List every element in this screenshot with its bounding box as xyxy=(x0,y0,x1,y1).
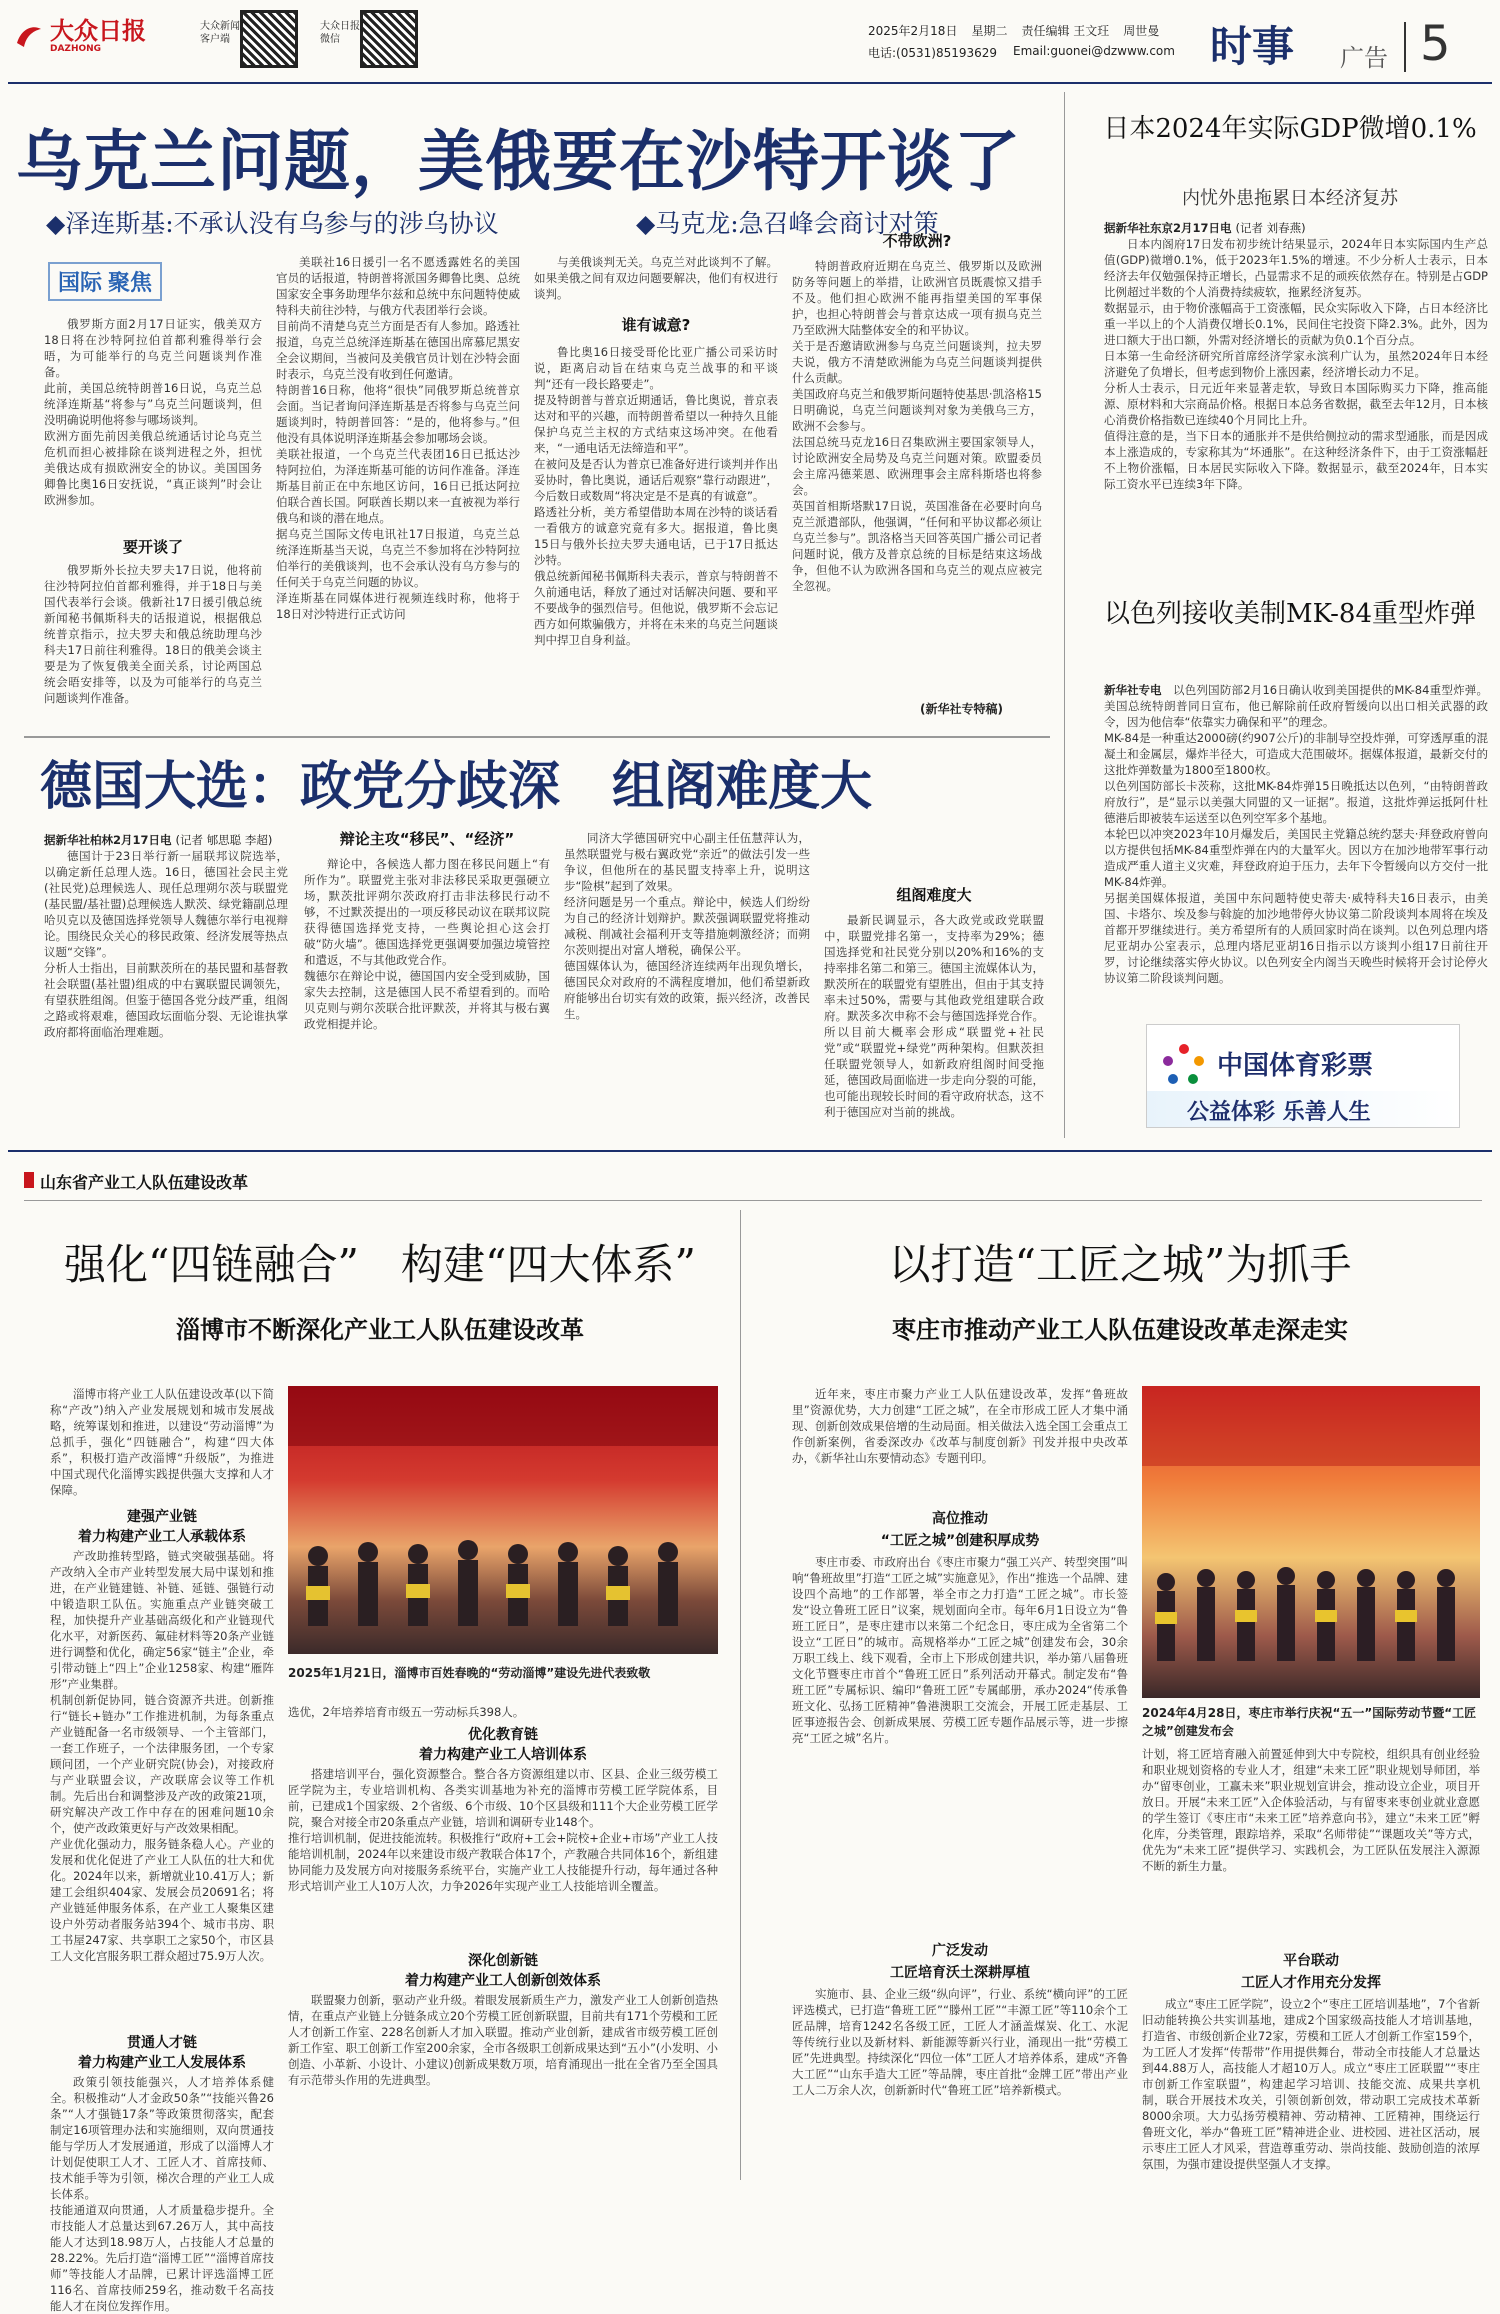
lead-credit: (新华社专特稿) xyxy=(920,702,1003,716)
section-label-rule xyxy=(24,1200,1482,1201)
lead-subhead-1: ◆泽连斯基:不承认没有乌参与的涉乌协议 xyxy=(46,209,499,238)
zibo-h4a: 深化创新链 xyxy=(468,1953,538,1969)
phone: 电话:(0531)85193629 xyxy=(868,46,998,60)
email: Email:guonei@dzwww.com xyxy=(1013,44,1175,58)
germany-col1: 德国计于23日举行新一届联邦议院选举，以确定新任总理人选。16日，德国社会民主党(社民党)总理候选人、现任总理朔尔茨与联盟党(基民盟/基社盟)总理候选人默茨、绿党籍副总理哈贝克以及德国选择党领导人魏德尔举行电视辩论。围绕民众关心的移民政策、经济发展等热点议题“交锋”。 分析人士指出，目前默茨所在的基民盟和基督教社会联盟(基社盟)组成的中右翼联盟民调领先，有望获胜组阁。但鉴于德国各党分歧严重，组阁之路或将艰难，德国政坛面临分裂、无论谁执掌政府都将面临治理难题。 xyxy=(44,849,288,1039)
zibo-h2a: 贯通人才链 xyxy=(127,2035,197,2051)
japan-headline: 日本2024年实际GDP微增0.1% xyxy=(1103,114,1477,144)
section-subtitle: 广告 xyxy=(1340,44,1388,72)
zaozhuang-h1a: 高位推动 xyxy=(932,1511,988,1527)
israel-dateline: 新华社专电 xyxy=(1104,683,1162,697)
masthead-rule xyxy=(8,82,1492,84)
lead-col1b: 俄罗斯外长拉夫罗夫17日说，他将前往沙特阿拉伯首都利雅得，并于18日与美国代表举行会谈。俄新社17日援引俄总统新闻秘书佩斯科夫的话报道说，根据俄总统普京指示，拉夫罗夫和俄总统助理乌沙科夫17日前往利雅得。18日的俄美会谈主要是为了恢复俄美全面关系，讨论两国总统会晤安排等，以及为可能举行的乌克兰问题谈判作准备。 xyxy=(44,563,262,705)
zibo-h4b: 着力构建产业工人创新创效体系 xyxy=(405,1973,601,1989)
issue-weekday: 星期二 xyxy=(971,24,1008,38)
zaozhuang-headline: 以打造“工匠之城”为抓手 xyxy=(888,1240,1352,1289)
lead-col2: 美联社16日援引一名不愿透露姓名的美国官员的话报道，特朗普将派国务卿鲁比奥、总统国家安全事务助理华尔兹和总统中东问题特使威特科夫前往沙特，与俄方代表团举行会谈。 目前尚不清楚乌克兰方面是否有人参加。路透社报道，乌克兰总统泽连斯基在德国出席慕尼黑安全会议期间，当被问及美俄官员计划在沙特会面时表示，乌克兰没有收到任何邀请。 特朗普16日称，他将“很快”同俄罗斯总统普京会面。当记者询问泽连斯基是否将参与乌克兰问题谈判时，特朗普回答：“是的，他将参与。”但他没有具体说明泽连斯基会参加哪场会谈。 美联社报道，一个乌克兰代表团16日已抵达沙特阿拉伯，为泽连斯基可能的访问作准备。泽连斯基目前正在中东地区访问，16日已抵达阿拉伯联合酋长国。阿联酋长期以来一直被视为举行俄乌和谈的潜在地点。 据乌克兰国际文传电讯社17日报道，乌克兰总统泽连斯基当天说，乌克兰不参加将在沙特阿拉伯举行的美俄谈判，也不会承认没有乌方参与的任何关于乌克兰问题的协议。 泽连斯基在同媒体进行视频连线时称，他将于18日对沙特进行正式访问 xyxy=(276,255,520,621)
germany-top-rule xyxy=(24,736,1050,738)
section-title: 时事 xyxy=(1210,22,1295,71)
lottery-logo-icon xyxy=(1161,1041,1207,1087)
lead-headline: 乌克兰问题，美俄要在沙特开谈了 xyxy=(16,122,1021,200)
zibo-h1a: 建强产业链 xyxy=(127,1509,197,1525)
germany-dateline-text: 据新华社柏林2月17日电 xyxy=(44,833,172,847)
section-label-marker xyxy=(24,1172,34,1188)
zibo-h2b: 着力构建产业工人发展体系 xyxy=(78,2055,246,2071)
germany-byline: (记者 郇思聪 李超) xyxy=(175,833,273,847)
column-tag-1: 国际 xyxy=(58,271,103,296)
japan-byline: (记者 刘春燕) xyxy=(1235,221,1306,235)
section-label: 山东省产业工人队伍建设改革 xyxy=(40,1173,249,1192)
germany-col4: 最新民调显示，各大政党或政党联盟中，联盟党排名第一，支持率为29%；德国选择党和社民党分别以20%和16%的支持率排名第二和第三。德国主流媒体认为，默茨所在的联盟党有望胜出，但由于其支持率未过50%，需要与其他政党组建联合政府。默茨多次申称不会与德国选择党合作。所以目前大概率会形成“联盟党+社民党”或“联盟党+绿党”两种架构。但默茨担任联盟党领导人，如新政府组阁时间受拖延，德国政局面临进一步走向分裂的可能，也可能出现较长时间的看守政府状态，这不利于德国应对当前的挑战。 xyxy=(824,913,1044,1119)
lead-col1-subhead: 要开谈了 xyxy=(122,538,183,556)
qr2-label: 大众日报微信 xyxy=(320,21,360,45)
japan-body: 日本内阁府17日发布初步统计结果显示，2024年日本实际国内生产总值(GDP)微增0.1%，低于2023年1.5%的增速。不少分析人士表示，日本经济去年仅勉强保持正增长，凸显需求不足的顽疾依然存在。特别是占GDP比例超过半数的个人消费持续疲软，拖累经济复苏。 数据显示，由于物价涨幅高于工资涨幅，民众实际收入下降，占日本经济比重一半以上的个人消费仅增长0.1%，民间住宅投资下降2.3%。此外，因为进口额大于出口额，外需对经济增长的贡献为负0.1个百分点。 日本第一生命经济研究所首席经济学家永滨利广认为，虽然2024年日本经济避免了负增长，但考虑到物价上涨因素，经济增长动力不足。 分析人士表示，日元近年来显著走软，导致日本国际购买力下降，推高能源、原材料和大宗商品价格。根据日本总务省数据，截至去年12月，日本核心消费价格指数已连续40个月同比上升。 值得注意的是，当下日本的通胀并不是供给侧拉动的需求型通胀，而是因成本上涨造成的，专家称其为“坏通胀”。在这种经济条件下，由于工资涨幅赶不上物价涨幅，日本居民实际收入下降。数据显示，截至2024年，日本实际工资水平已连续3年下降。 xyxy=(1104,237,1488,491)
zibo-photo xyxy=(288,1386,718,1654)
zaozhuang-photo-caption: 2024年4月28日，枣庄市举行庆祝“五一”国际劳动节暨“工匠之城”创建发布会 xyxy=(1142,1706,1477,1738)
zaozhuang-p2: 实施市、县、企业三级“纵向评”，行业、系统“横向评”的工匠评选模式，已打造“鲁班工匠”“滕州工匠”“丰源工匠”等110余个工匠品牌，培育1242名各级工匠，工匠人才涵盖煤炭、化工、水泥等传统行业以及新材料、新能源等新兴行业，涌现出一批“劳模工匠”先进典型。持续深化“四位一体”工匠人才培养体系，建成“齐鲁大工匠”“山东手造大工匠”等品牌，枣庄首批“金牌工匠”带出产业工人二万余人次，创新新时代“鲁班工匠”培养新模式。 xyxy=(792,1987,1128,2097)
lottery-org: 中国体育彩票 xyxy=(1217,1051,1374,1081)
column-tag-2: 聚焦 xyxy=(108,271,153,296)
zibo-headline: 强化“四链融合” 构建“四大体系” xyxy=(64,1240,696,1289)
masthead-logo xyxy=(14,18,146,54)
israel-body: 以色列国防部2月16日确认收到美国提供的MK-84重型炸弹。美国总统特朗普同日宣布，他已解除前任政府暂缓向以出口相关武器的政令，因为他信奉“依靠实力确保和平”的理念。 MK-84是一种重达2000磅(约907公斤)的非制导空投炸弹，可穿透厚重的混凝土和金属层，爆炸半径大，可造成大范围破坏。据媒体报道，最新交付的这批炸弹数量为1800至1800枚。 以色列国防部长卡茨称，这批MK-84炸弹15日晚抵达以色列，“由特朗普政府放行”，是“显示以美强大同盟的又一证据”。报道，这批炸弹运抵阿什杜德港后即被装车运送至以色列空军多个基地。 本轮巴以冲突2023年10月爆发后，美国民主党籍总统约瑟夫·拜登政府曾向以方提供包括MK-84重型炸弹在内的大量军火。因以方在加沙地带军事行动造成严重人道主义灾难，拜登政府迫于压力，去年下令暂缓向以方交付一批MK-84炸弹。 另据美国媒体报道，美国中东问题特使史蒂夫·威特科夫16日表示，由美国、卡塔尔、埃及参与斡旋的加沙地带停火协议第二阶段谈判本周将在埃及首都开罗继续进行。美方希望所有的人质回家时尚在谈判。以色列总理内塔尼亚胡办公室表示，总理内塔尼亚胡16日指示以方谈判小组17日前往开罗，讨论继续落实停火协议。以色列安全内阁当天晚些时候将开会讨论停火协议第二阶段谈判问题。 xyxy=(1104,683,1488,985)
masthead-info-row2 xyxy=(868,44,1175,61)
zibo-p4: 联盟聚力创新，驱动产业升级。着眼发展新质生产力，激发产业工人创新创造热情，在重点产业链上分链条成立20个劳模工匠创新联盟，目前共有171个劳模和工匠人才创新工作室、228名创新人才加入联盟。推动产业创新，建成省市级劳模工匠创新工作室、职工创新工作室200余家，全市各级职工创新成果达到“五小”(小发明、小创造、小革新、小设计、小建议)创新成果数万项，培育涌现出一批在全省乃至全国具有示范带头作用的先进典型。 xyxy=(288,1993,718,2087)
paper-pinyin: DAZHONG xyxy=(50,44,102,54)
lottery-ad[interactable] xyxy=(1146,1024,1460,1128)
lead-col3a: 与美俄谈判无关。乌克兰对此谈判不了解。如果美俄之间有双边问题要解决，他们有权进行谈判。 xyxy=(534,255,778,301)
lead-col4: 特朗普政府近期在乌克兰、俄罗斯以及欧洲防务等问题上的举措，让欧洲官员既震惊又措手不及。他们担心欧洲不能再指望美国的军事保护，也担心特朗普会与普京达成一项有损乌克兰乃至欧洲大陆整体安全的和平协议。 关于是否邀请欧洲参与乌克兰问题谈判，拉夫罗夫说，俄方不清楚欧洲能为乌克兰问题谈判提供什么贡献。 美国政府乌克兰和俄罗斯问题特使基思·凯洛格15日明确说，乌克兰问题谈判对象为美俄乌三方，欧洲不会参与。 法国总统马克龙16日召集欧洲主要国家领导人，讨论欧洲安全局势及乌克兰问题对策。欧盟委员会主席冯德莱恩、欧洲理事会主席科斯塔也将参会。 英国首相斯塔默17日说，英国准备在必要时向乌克兰派遣部队，他强调，“任何和平协议都必须让乌克兰参与”。凯洛格当天回答英国广播公司记者问题时说，俄方及普京总统的目标是结束这场战争，但他不认为欧洲各国和乌克兰的观点应被完全忽视。 xyxy=(792,259,1042,593)
zibo-photo-crowd xyxy=(288,1526,718,1654)
zaozhuang-p1: 枣庄市委、市政府出台《枣庄市聚力“强工兴产、转型突围”叫响“鲁班故里”打造“工匠之城”实施意见》，作出“推选一个品牌、建设四个高地”的工作部署，举全市之力打造“工匠之城”。市长签发“设立鲁班工匠日”议案，规划面向全市。每年6月1日设立为“鲁班工匠日”，是枣庄建市以来第二个纪念日，枣庄成为全省第二个设立“工匠日”的城市。高规格举办“工匠之城”创建发布会，30余万职工线上、线下观看，全市上下形成创建共识，举办第八届鲁班文化节暨枣庄市首个“鲁班工匠日”系列活动开幕式。制定发布“鲁班工匠”专属标识、编印“鲁班工匠”专属邮册，承办2024“传承鲁班文化、弘扬工匠精神”鲁港澳职工交流会，开展工匠走基层、工匠事迹报告会、创新成果展、劳模工匠专题作品展示等，进一步擦亮“工匠之城”名片。 xyxy=(792,1555,1128,1745)
zibo-mid-top: 选优，2年培养培育市级五一劳动标兵398人。 xyxy=(288,1705,525,1719)
zaozhuang-h1b: “工匠之城”创建积厚成势 xyxy=(880,1533,1040,1549)
zaozhuang-photo xyxy=(1142,1386,1480,1698)
masthead-info-row1 xyxy=(868,22,1159,39)
lead-col4-subhead: 不带欧洲? xyxy=(882,232,952,250)
japan-subhead: 内忧外患拖累日本经济复苏 xyxy=(1182,188,1398,209)
germany-col2: 辩论中，各候选人都力图在移民问题上“有所作为”。联盟党主张对非法移民采取更强硬立场，默茨批评朔尔茨政府打击非法移民行动不够，不过默茨提出的一项反移民动议在联邦议院获得德国选择党支持，一些舆论担心这会打破“防火墙”。德国选择党更强调要加强边境管控和遣返，不与其他政党合作。 魏德尔在辩论中说，德国国内安全受到威胁，国家失去控制，这是德国人民不希望看到的。而哈贝克则与朔尔茨联合批评默茨，并将其与极右翼政党相提并论。 xyxy=(304,857,550,1031)
germany-col3: 同济大学德国研究中心副主任伍慧萍认为，虽然联盟党与极右翼政党“亲近”的做法引发一些争议，但他所在的基民盟支持率上升，说明这步“险棋”起到了效果。 经济问题是另一个重点。辩论中，候选人们纷纷为自己的经济计划辩护。默茨强调联盟党将推动减税、削减社会福利开支等措施刺激经济；而朔尔茨则提出对富人增税，确保公平。 德国媒体认为，德国经济连续两年出现负增长，德国民众对政府的不满程度增加，他们希望新政府能够出台切实有效的政策，振兴经济，改善民生。 xyxy=(564,831,810,1021)
lead-col3: 鲁比奥16日接受哥伦比亚广播公司采访时说，距离启动旨在结束乌克兰战事的和平谈判“还有一段长路要走”。 提及特朗普与普京近期通话，鲁比奥说，普京表达对和平的兴趣，而特朗普希望以一种持久且能保护乌克兰主权的方式结束这场冲突。在他看来，“一通电话无法缔造和平”。 在被问及是否认为普京已准备好进行谈判并作出妥协时，鲁比奥说，通话后观察“靠行动跟进”，今后数日或数周“将决定是不是真的有诚意”。 路透社分析，美方希望借助本周在沙特的谈话看一看俄方的诚意究竟有多大。据报道，鲁比奥15日与俄外长拉夫罗夫通电话，已于17日抵达沙特。 俄总统新闻秘书佩斯科夫表示，普京与特朗普不久前通电话，释放了通过对话解决问题、要和平不要战争的强烈信号。但他说，俄罗斯不会忘记西方如何欺骗俄方，并将在未来的乌克兰问题谈判中捍卫自身利益。 xyxy=(534,345,778,647)
zaozhuang-p3: 成立“枣庄工匠学院”，设立2个“枣庄工匠培训基地”，7个省新旧动能转换公共实训基地，建成2个国家级高技能人才培训基地，打造省、市级创新企业72家，劳模和工匠人才创新工作室159个，为工匠人才发挥“传帮带”作用提供舞台，带动全市技能人才总量达到44.88万人，高技能人才超10万人。成立“枣庄工匠联盟”“枣庄市创新工作室联盟”，构建起学习培训、技能交流、成果共享机制，联合开展技术攻关，引领创新创效，带动职工完成技术革新8000余项。大力弘扬劳模精神、劳动精神、工匠精神，围绕运行鲁班文化，举办“鲁班工匠”精神进企业、进校园、进社区活动，展示枣庄工匠人才风采，营造尊重劳动、崇尚技能、鼓励创造的浓厚氛围，为强市建设提供坚强人才支撑。 xyxy=(1142,1997,1480,2171)
zibo-subhead: 淄博市不断深化产业工人队伍建设改革 xyxy=(176,1315,584,1344)
zibo-h3b: 着力构建产业工人培训体系 xyxy=(419,1747,587,1763)
paper-emblem-icon xyxy=(14,21,44,51)
right-column-rule xyxy=(1064,92,1065,1138)
lead-col1: 俄罗斯方面2月17日证实，俄美双方18日将在沙特阿拉伯首都利雅得举行会晤，为可能举行的乌克兰问题谈判作准备。 此前，美国总统特朗普16日说，乌克兰总统泽连斯基“将参与”乌克兰问题谈判，但没明确说明他将参与哪场谈判。 欧洲方面先前因美俄总统通话讨论乌克兰危机而担心被排除在谈判进程之外，担忧美俄达成有损欧洲安全的协议。美国国务卿鲁比奥16日安抚说，“真正谈判”时会让欧洲参加。 xyxy=(44,317,262,507)
issue-date: 2025年2月18日 xyxy=(868,24,958,38)
zaozhuang-h3a: 平台联动 xyxy=(1283,1953,1339,1969)
qr1-label: 大众新闻客户端 xyxy=(200,21,240,45)
japan-dateline xyxy=(1104,220,1306,236)
zibo-h1b: 着力构建产业工人承载体系 xyxy=(78,1529,246,1545)
lottery-slogan: 公益体彩 乐善人生 xyxy=(1187,1099,1371,1125)
paper-name: 大众日报 xyxy=(50,16,146,45)
editor-name: 责任编辑 王文玨 xyxy=(1021,24,1110,38)
germany-headline: 德国大选：政党分歧深 组阁难度大 xyxy=(40,756,873,817)
germany-col2-subhead: 辩论主攻“移民”、“经济” xyxy=(339,830,515,848)
proofreader-name: 周世曼 xyxy=(1123,24,1160,38)
zibo-p1: 产改助推转型路，链式突破强基础。将产改纳入全市产业转型发展大局中谋划和推进，在产业链建链、补链、延链、强链行动中锻造职工队伍。实施重点产业链突破工程，加快提升产业基础高级化和产业链现代化水平，对新医药、氟硅材料等20条产业链进行调整和优化，确定56家“链主”企业，牵引带动链上“四上”企业1258家、构建“雁阵形”产业集群。 机制创新促协同，链合资源齐共进。创新推行“链长+链办”工作推进机制，为每条重点产业链配备一名市级领导、一个主管部门，一套工作班子，一个法律服务团，一个专家顾问团，一个产业研究院(协会)，对接政府与产业联盟会议，产改联席会议等工作机制。先后出台和调整涉及产改的政策21项，研究解决产改工作中存在的困难问题10余个，使产改政策更好与产改效果相配。 产业优化强动力，服务链条稳人心。产业的发展和优化促进了产业工人队伍的壮大和优化。2024年以来，新增就业10.41万人；新建工会组织404家、发展会员20691名；将产业链延伸服务体系，在产业工人聚集区建设户外劳动者服务站394个、城市书房、职工书屋247家、共享职工之家50个，市区县工人文化宫服务职工群众超过75.9万人次。 xyxy=(50,1549,274,1963)
zaozhuang-photo-crowd xyxy=(1142,1556,1480,1698)
zaozhuang-intro: 近年来，枣庄市聚力产业工人队伍建设改革，发挥“鲁班故里”资源优势，大力创建“工匠之城”，在全市形成工匠人才集中涌现、创新创效成果倍增的生动局面。相关做法入选全国工会重点工作创新案例，省委深改办《改革与制度创新》刊发并报中央改革办，《新华社山东要情动态》专题刊印。 xyxy=(792,1387,1128,1465)
bottom-section-top-rule xyxy=(8,1150,1492,1152)
lead-subhead-2: ◆马克龙:急召峰会商讨对策 xyxy=(636,209,939,238)
japan-dateline-text: 据新华社东京2月17日电 xyxy=(1104,221,1232,235)
zaozhuang-p2b: 计划，将工匠培育融入前置延伸到大中专院校，组织具有创业经验和职业规划资格的专业人才，组建“未来工匠”职业规划导师团，举办“留枣创业，工赢未来”职业规划宣讲会，推动设立企业，项目开放日。开展“未来工匠”入企体验活动，与有留枣来枣创业就业意愿的学生签订《枣庄市“未来工匠”培养意向书》，建立“未来工匠”孵化库，分类管理，跟踪培养，采取“名师带徒”“课题攻关”等方式，优先为“未来工匠”提供学习、实践机会，为工匠队伍发展注入源源不断的新生力量。 xyxy=(1142,1747,1480,1873)
zaozhuang-h3b: 工匠人才作用充分发挥 xyxy=(1241,1975,1381,1991)
page-num-divider xyxy=(1404,22,1406,72)
qr-code-app[interactable] xyxy=(240,10,298,68)
germany-col4-subhead: 组阁难度大 xyxy=(896,886,972,904)
zaozhuang-h2a: 广泛发动 xyxy=(932,1943,988,1959)
zibo-photo-caption: 2025年1月21日，淄博市百姓春晚的“劳动淄博”建设先进代表致敬 xyxy=(288,1666,651,1680)
israel-headline: 以色列接收美制MK-84重型炸弹 xyxy=(1103,599,1477,629)
zibo-p3: 搭建培训平台，强化资源整合。整合各方资源组建以市、区县、企业三级劳模工匠学院为主，专业培训机构、各类实训基地为补充的淄博市劳模工匠学院体系，目前，已建成1个国家级、2个省级、6个市级、10个区县级和111个大企业劳模工匠学院，聚合对接全市20条重点产业链，培训和调研专业148个。 推行培训机制，促进技能流转。积极推行“政府+工会+院校+企业+市场”产业工人技能培训机制，2024年以来建设市级产教联合体17个，产教融合共同体16个，新组建协同能力及发展方向对接服务系统平台，实施产业工人技能提升行动，每年通过各种形式培训产业工人10万人次，力争2026年实现产业工人技能培训全覆盖。 xyxy=(288,1767,718,1893)
lead-col3-subhead: 谁有诚意? xyxy=(621,316,691,334)
germany-dateline xyxy=(44,832,272,848)
zibo-p2: 政策引领技能强兴，人才培养体系健全。积极推动“人才金政50条”“技能兴鲁26条”“人才强链17条”等政策贯彻落实，配套制定16项管理办法和实施细则，双向贯通技能与学历人才发展通道，形成了以淄博人才计划促使职工人才、工匠人才、首席技师、技术能手等为引领，梯次合理的产业工人成长体系。 技能通道双向贯通，人才质量稳步提升。全市技能人才总量达到67.26万人，其中高技能人才达到18.98万人，占技能人才总量的28.22%。先后打造“淄博工匠”“淄博首席技师”等技能人才品牌，已累计评选淄博工匠116名、首席技师259名，推动数千名高技能人才在岗位发挥作用。 xyxy=(50,2075,274,2313)
page-number: 5 xyxy=(1420,16,1451,72)
column-tag xyxy=(48,262,162,301)
qr-code-wechat[interactable] xyxy=(360,10,418,68)
zaozhuang-subhead: 枣庄市推动产业工人队伍建设改革走深走实 xyxy=(892,1315,1348,1344)
bottom-column-rule xyxy=(740,1210,741,2180)
zaozhuang-h2b: 工匠培育沃土深耕厚植 xyxy=(890,1965,1030,1981)
zibo-intro: 淄博市将产业工人队伍建设改革(以下简称“产改”)纳入产业发展规划和城市发展战略，统筹谋划和推进，以建设“劳动淄博”为总抓手，强化“四链融合”，构建“四大体系”，积极打造产改淄博“升级版”，为推进中国式现代化淄博实践提供强大支撑和人才保障。 xyxy=(50,1387,274,1497)
zibo-h3a: 优化教育链 xyxy=(468,1727,538,1743)
